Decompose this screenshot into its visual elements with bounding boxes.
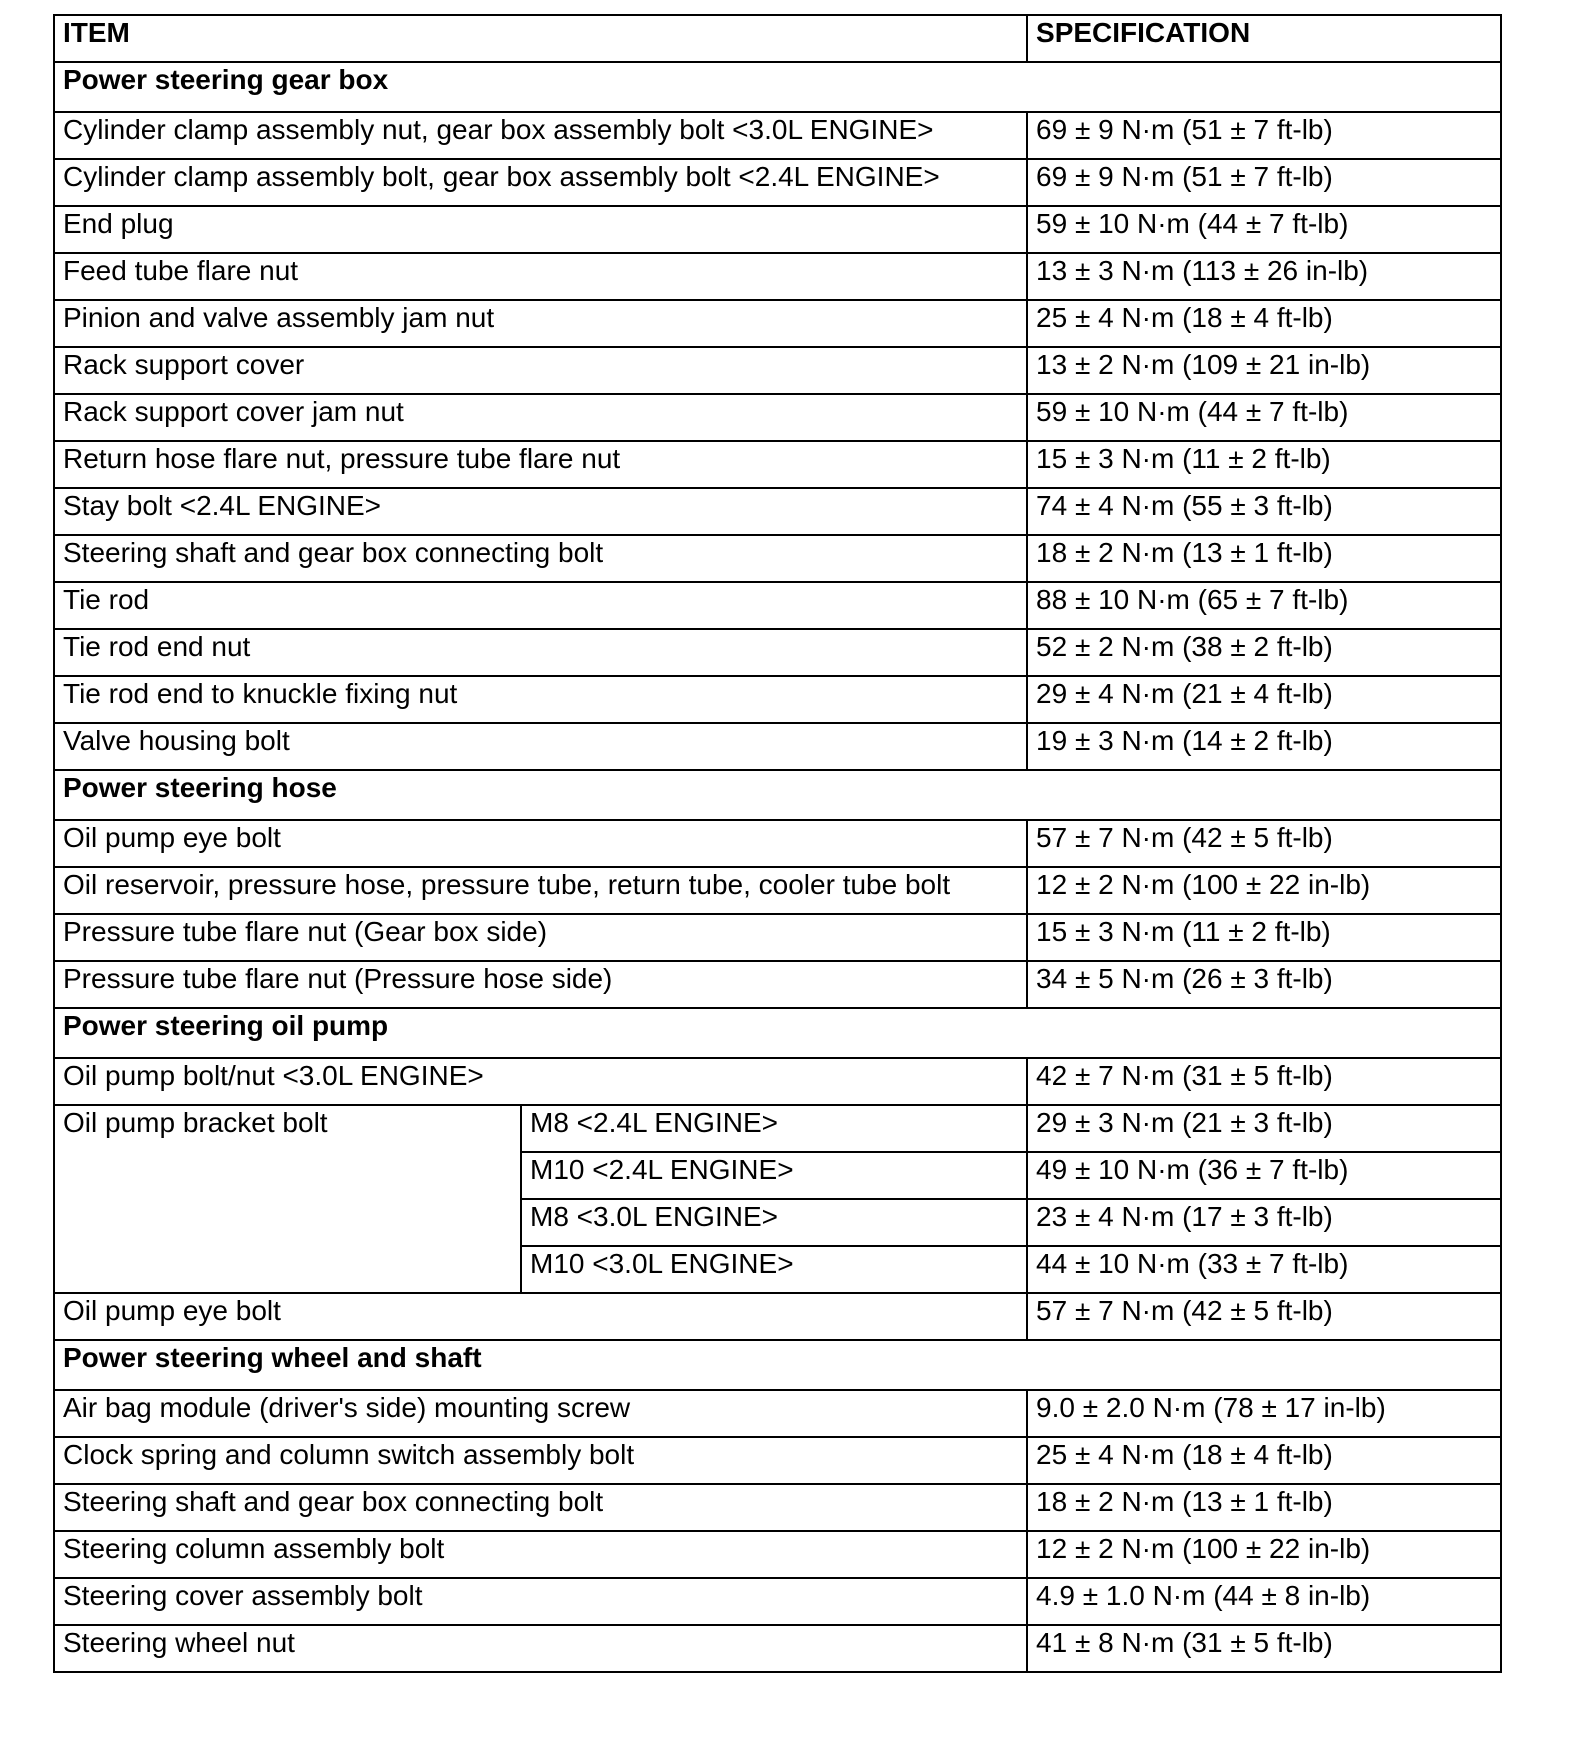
- item-cell: Steering cover assembly bolt: [54, 1578, 1027, 1625]
- table-row: [54, 488, 1501, 535]
- table-row: [54, 347, 1501, 394]
- table-row: [54, 1625, 1501, 1672]
- table-row: [54, 1578, 1501, 1625]
- item-cell: Oil pump bolt/nut <3.0L ENGINE>: [54, 1058, 1027, 1105]
- item-cell: Pressure tube flare nut (Pressure hose side): [54, 961, 1027, 1008]
- spec-cell: 15 ± 3 N·m (11 ± 2 ft-lb): [1027, 441, 1501, 488]
- table-row: [54, 1105, 1501, 1152]
- item-cell: Steering shaft and gear box connecting bolt: [54, 1484, 1027, 1531]
- item-cell: Air bag module (driver's side) mounting screw: [54, 1390, 1027, 1437]
- spec-cell: 59 ± 10 N·m (44 ± 7 ft-lb): [1027, 394, 1501, 441]
- section-row: [54, 62, 1501, 112]
- spec-cell: 12 ± 2 N·m (100 ± 22 in-lb): [1027, 1531, 1501, 1578]
- table-row: [54, 1531, 1501, 1578]
- sub-item-cell: M8 <3.0L ENGINE>: [521, 1199, 1027, 1246]
- table-row: [54, 253, 1501, 300]
- item-cell: Cylinder clamp assembly nut, gear box assembly bolt <3.0L ENGINE>: [54, 112, 1027, 159]
- section-row: [54, 1340, 1501, 1390]
- spec-cell: 57 ± 7 N·m (42 ± 5 ft-lb): [1027, 1293, 1501, 1340]
- section-title: Power steering gear box: [54, 62, 1501, 112]
- item-cell: Steering shaft and gear box connecting bolt: [54, 535, 1027, 582]
- table-row: [54, 1058, 1501, 1105]
- spec-cell: 59 ± 10 N·m (44 ± 7 ft-lb): [1027, 206, 1501, 253]
- spec-cell: 41 ± 8 N·m (31 ± 5 ft-lb): [1027, 1625, 1501, 1672]
- sub-item-cell: M8 <2.4L ENGINE>: [521, 1105, 1027, 1152]
- item-cell: Pinion and valve assembly jam nut: [54, 300, 1027, 347]
- spec-cell: 19 ± 3 N·m (14 ± 2 ft-lb): [1027, 723, 1501, 770]
- spec-cell: 88 ± 10 N·m (65 ± 7 ft-lb): [1027, 582, 1501, 629]
- table-row: [54, 867, 1501, 914]
- spec-cell: 13 ± 3 N·m (113 ± 26 in-lb): [1027, 253, 1501, 300]
- table-row: [54, 535, 1501, 582]
- table-row: [54, 914, 1501, 961]
- table-row: [54, 723, 1501, 770]
- spec-cell: 25 ± 4 N·m (18 ± 4 ft-lb): [1027, 1437, 1501, 1484]
- spec-cell: 52 ± 2 N·m (38 ± 2 ft-lb): [1027, 629, 1501, 676]
- table-row: [54, 112, 1501, 159]
- spec-cell: 69 ± 9 N·m (51 ± 7 ft-lb): [1027, 159, 1501, 206]
- section-row: [54, 1008, 1501, 1058]
- spec-cell: 29 ± 4 N·m (21 ± 4 ft-lb): [1027, 676, 1501, 723]
- item-cell: Oil reservoir, pressure hose, pressure tube, return tube, cooler tube bolt: [54, 867, 1027, 914]
- item-cell: Oil pump eye bolt: [54, 820, 1027, 867]
- spec-cell: 25 ± 4 N·m (18 ± 4 ft-lb): [1027, 300, 1501, 347]
- spec-cell: 29 ± 3 N·m (21 ± 3 ft-lb): [1027, 1105, 1501, 1152]
- spec-cell: 9.0 ± 2.0 N·m (78 ± 17 in-lb): [1027, 1390, 1501, 1437]
- table-row: [54, 676, 1501, 723]
- table-row: [54, 629, 1501, 676]
- item-cell: Tie rod end to knuckle fixing nut: [54, 676, 1027, 723]
- header-row: [54, 15, 1501, 62]
- item-cell: Steering column assembly bolt: [54, 1531, 1027, 1578]
- spec-cell: 69 ± 9 N·m (51 ± 7 ft-lb): [1027, 112, 1501, 159]
- spec-cell: 18 ± 2 N·m (13 ± 1 ft-lb): [1027, 535, 1501, 582]
- item-cell: Rack support cover: [54, 347, 1027, 394]
- table-row: [54, 961, 1501, 1008]
- spec-cell: 42 ± 7 N·m (31 ± 5 ft-lb): [1027, 1058, 1501, 1105]
- item-cell: Oil pump bracket bolt: [54, 1105, 521, 1293]
- item-cell: Steering wheel nut: [54, 1625, 1027, 1672]
- table-row: [54, 820, 1501, 867]
- item-cell: Tie rod end nut: [54, 629, 1027, 676]
- item-cell: Oil pump eye bolt: [54, 1293, 1027, 1340]
- torque-specification-table: [53, 14, 1502, 1673]
- spec-cell: 74 ± 4 N·m (55 ± 3 ft-lb): [1027, 488, 1501, 535]
- item-cell: Tie rod: [54, 582, 1027, 629]
- spec-cell: 34 ± 5 N·m (26 ± 3 ft-lb): [1027, 961, 1501, 1008]
- table-row: [54, 394, 1501, 441]
- section-title: Power steering hose: [54, 770, 1501, 820]
- item-cell: Valve housing bolt: [54, 723, 1027, 770]
- item-cell: End plug: [54, 206, 1027, 253]
- sub-item-cell: M10 <2.4L ENGINE>: [521, 1152, 1027, 1199]
- sub-item-cell: M10 <3.0L ENGINE>: [521, 1246, 1027, 1293]
- table-row: [54, 1437, 1501, 1484]
- item-cell: Feed tube flare nut: [54, 253, 1027, 300]
- section-title: Power steering wheel and shaft: [54, 1340, 1501, 1390]
- item-cell: Rack support cover jam nut: [54, 394, 1027, 441]
- item-column-header: ITEM: [54, 15, 1027, 62]
- item-cell: Clock spring and column switch assembly bolt: [54, 1437, 1027, 1484]
- table-row: [54, 206, 1501, 253]
- item-cell: Return hose flare nut, pressure tube flare nut: [54, 441, 1027, 488]
- table-row: [54, 1390, 1501, 1437]
- spec-cell: 15 ± 3 N·m (11 ± 2 ft-lb): [1027, 914, 1501, 961]
- spec-cell: 23 ± 4 N·m (17 ± 3 ft-lb): [1027, 1199, 1501, 1246]
- table-row: [54, 1293, 1501, 1340]
- specification-column-header: SPECIFICATION: [1027, 15, 1501, 62]
- item-cell: Stay bolt <2.4L ENGINE>: [54, 488, 1027, 535]
- table-row: [54, 582, 1501, 629]
- section-title: Power steering oil pump: [54, 1008, 1501, 1058]
- table-row: [54, 300, 1501, 347]
- item-cell: Pressure tube flare nut (Gear box side): [54, 914, 1027, 961]
- section-row: [54, 770, 1501, 820]
- spec-cell: 13 ± 2 N·m (109 ± 21 in-lb): [1027, 347, 1501, 394]
- spec-cell: 49 ± 10 N·m (36 ± 7 ft-lb): [1027, 1152, 1501, 1199]
- item-cell: Cylinder clamp assembly bolt, gear box assembly bolt <2.4L ENGINE>: [54, 159, 1027, 206]
- spec-cell: 12 ± 2 N·m (100 ± 22 in-lb): [1027, 867, 1501, 914]
- spec-cell: 44 ± 10 N·m (33 ± 7 ft-lb): [1027, 1246, 1501, 1293]
- spec-cell: 18 ± 2 N·m (13 ± 1 ft-lb): [1027, 1484, 1501, 1531]
- table-row: [54, 1484, 1501, 1531]
- spec-cell: 57 ± 7 N·m (42 ± 5 ft-lb): [1027, 820, 1501, 867]
- spec-cell: 4.9 ± 1.0 N·m (44 ± 8 in-lb): [1027, 1578, 1501, 1625]
- table-row: [54, 159, 1501, 206]
- table-row: [54, 441, 1501, 488]
